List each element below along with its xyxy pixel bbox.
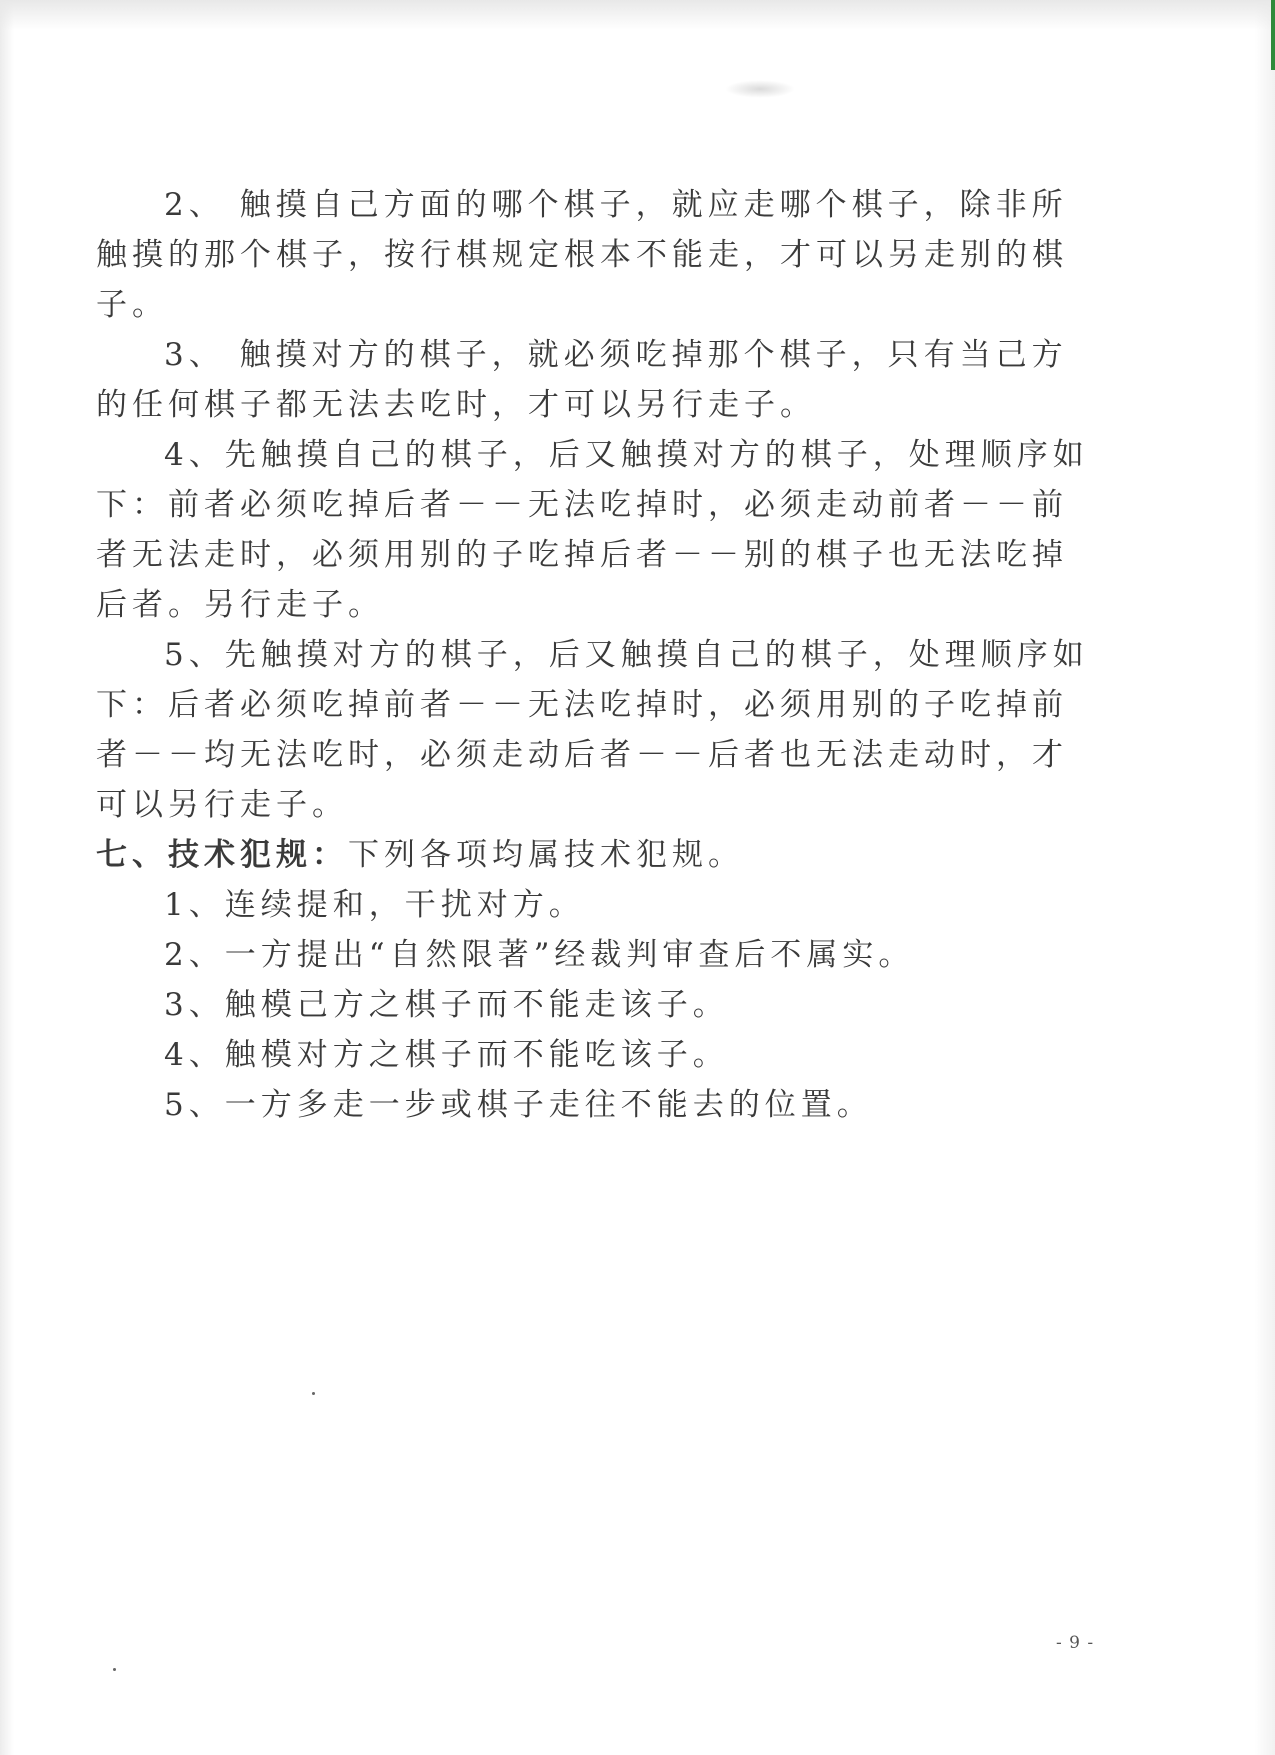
list-item: 2、一方提出“自然限著”经裁判审查后不属实。 bbox=[164, 937, 915, 973]
scan-edge-mark bbox=[1271, 0, 1275, 70]
list-item: 4、触模对方之棋子而不能吃该子。 bbox=[164, 1037, 729, 1073]
rule-paragraph-5: 5、先触摸对方的棋子，后又触摸自己的棋子，处理顺序如下：后者必须吃掉前者－－无法吃掉时，必须用别的子吃掉前者－－均无法吃时，必须走动后者－－后者也无法走动时，才可以另行走子。 bbox=[96, 637, 1089, 823]
page-number: - 9 - bbox=[1056, 1633, 1095, 1653]
scan-smudge bbox=[725, 80, 795, 98]
rule-paragraph-3: 3、 触摸对方的棋子，就必须吃掉那个棋子，只有当己方的任何棋子都无法去吃时，才可以另行走子。 bbox=[96, 337, 1068, 423]
rule-paragraph-2: 2、 触摸自己方面的哪个棋子，就应走哪个棋子，除非所触摸的那个棋子，按行棋规定根本不能走，才可以另走别的棋子。 bbox=[96, 187, 1068, 323]
scan-speck bbox=[312, 1392, 315, 1395]
list-item: 5、一方多走一步或棋子走往不能去的位置。 bbox=[164, 1087, 873, 1123]
section-intro: 下列各项均属技术犯规。 bbox=[348, 837, 744, 873]
scan-top-shadow bbox=[0, 0, 1275, 30]
list-item: 1、连续提和，干扰对方。 bbox=[164, 887, 585, 923]
scan-speck bbox=[113, 1668, 116, 1671]
section-heading bbox=[96, 830, 1096, 880]
rule-paragraph-4: 4、先触摸自己的棋子，后又触摸对方的棋子，处理顺序如下：前者必须吃掉后者－－无法吃掉时，必须走动前者－－前者无法走时，必须用别的子吃掉后者－－别的棋子也无法吃掉后者。另行走子。 bbox=[96, 437, 1089, 623]
section-title: 七、技术犯规： bbox=[96, 837, 348, 873]
list-item: 3、触模己方之棋子而不能走该子。 bbox=[164, 987, 729, 1023]
document-body bbox=[96, 180, 1096, 1130]
